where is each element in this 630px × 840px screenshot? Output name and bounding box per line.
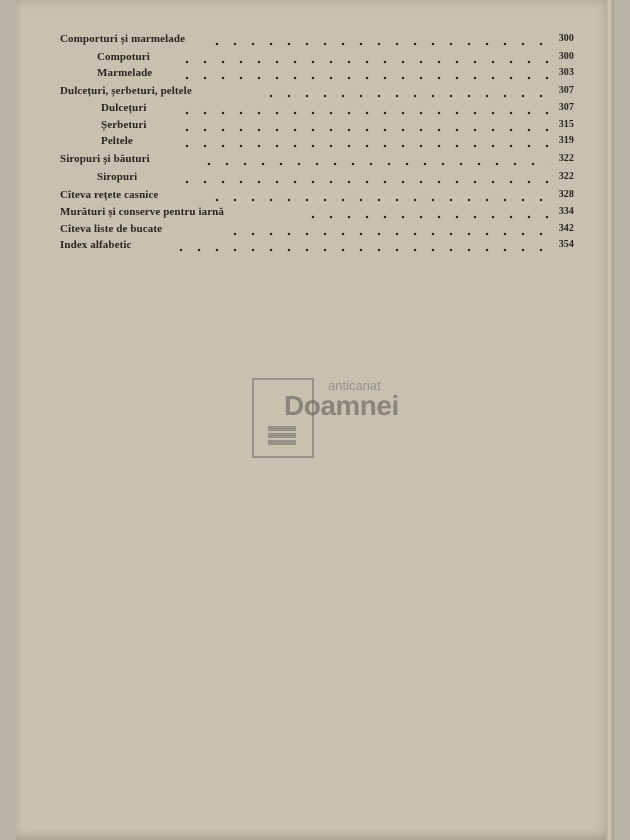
dot-leader: [178, 171, 550, 185]
toc-entry: [16, 33, 612, 49]
toc-entry-page: 328: [558, 189, 574, 200]
toc-entry-page: 307: [558, 102, 574, 113]
toc-entry-page: 342: [558, 223, 574, 234]
toc-entry-title: Peltele: [101, 135, 133, 147]
toc-entry-title: Compoturi: [97, 51, 150, 63]
toc-entry-page: 334: [558, 206, 574, 217]
toc-entry: [16, 223, 612, 239]
toc-entry: [16, 239, 612, 255]
toc-entry-title: Comporturi și marmelade: [60, 33, 186, 45]
toc-entry-page: 322: [558, 171, 574, 182]
toc-entry-page: 300: [558, 33, 574, 44]
dot-leader: [304, 206, 550, 220]
dot-leader: [178, 67, 550, 81]
watermark-small-text: anticariat: [328, 378, 381, 393]
toc-entry-title: Index alfabetic: [60, 239, 132, 251]
toc-entry-title: Cîteva liste de bucate: [60, 223, 163, 235]
toc-entry-title: Dulcețuri, șerbeturi, peltele: [60, 85, 192, 97]
toc-entry-title: Siropuri: [97, 171, 138, 183]
dot-leader: [178, 119, 550, 133]
dot-leader: [178, 135, 550, 149]
page-edge: [606, 0, 614, 840]
books-icon: [268, 426, 296, 448]
book-page: [16, 0, 612, 840]
toc-entry-title: Siropuri și băuturi: [60, 153, 150, 165]
toc-entry-page: 319: [558, 135, 574, 146]
toc-entry-page: 315: [558, 119, 574, 130]
toc-entry: [16, 206, 612, 222]
toc-entry: [16, 171, 612, 187]
toc-entry-page: 300: [558, 51, 574, 62]
dot-leader: [262, 85, 550, 99]
toc-entry: [16, 135, 612, 151]
toc-entry: [16, 67, 612, 83]
toc-entry: [16, 119, 612, 135]
dot-leader: [200, 153, 550, 167]
toc-entry-title: Dulcețuri: [101, 102, 147, 114]
toc-entry-title: Murături și conserve pentru iarnă: [60, 206, 225, 218]
dot-leader: [178, 51, 550, 65]
watermark-logo: [252, 378, 412, 462]
dot-leader: [208, 189, 550, 203]
toc-entry-title: Marmelade: [97, 67, 153, 79]
toc-entry-title: Cîteva rețete casnice: [60, 189, 159, 201]
toc-entry: [16, 85, 612, 101]
watermark-brand: Doamnei: [284, 390, 399, 421]
dot-leader: [178, 102, 550, 116]
toc-entry: [16, 102, 612, 118]
toc-entry-page: 303: [558, 67, 574, 78]
toc-entry: [16, 189, 612, 205]
toc-entry-title: Șerbeturi: [101, 119, 147, 131]
toc-entry-page: 354: [558, 239, 574, 250]
dot-leader: [226, 223, 550, 237]
toc-entry: [16, 153, 612, 169]
toc-entry-page: 307: [558, 85, 574, 96]
toc-entry-page: 322: [558, 153, 574, 164]
toc-entry: [16, 51, 612, 67]
dot-leader: [172, 239, 550, 253]
dot-leader: [208, 33, 550, 47]
